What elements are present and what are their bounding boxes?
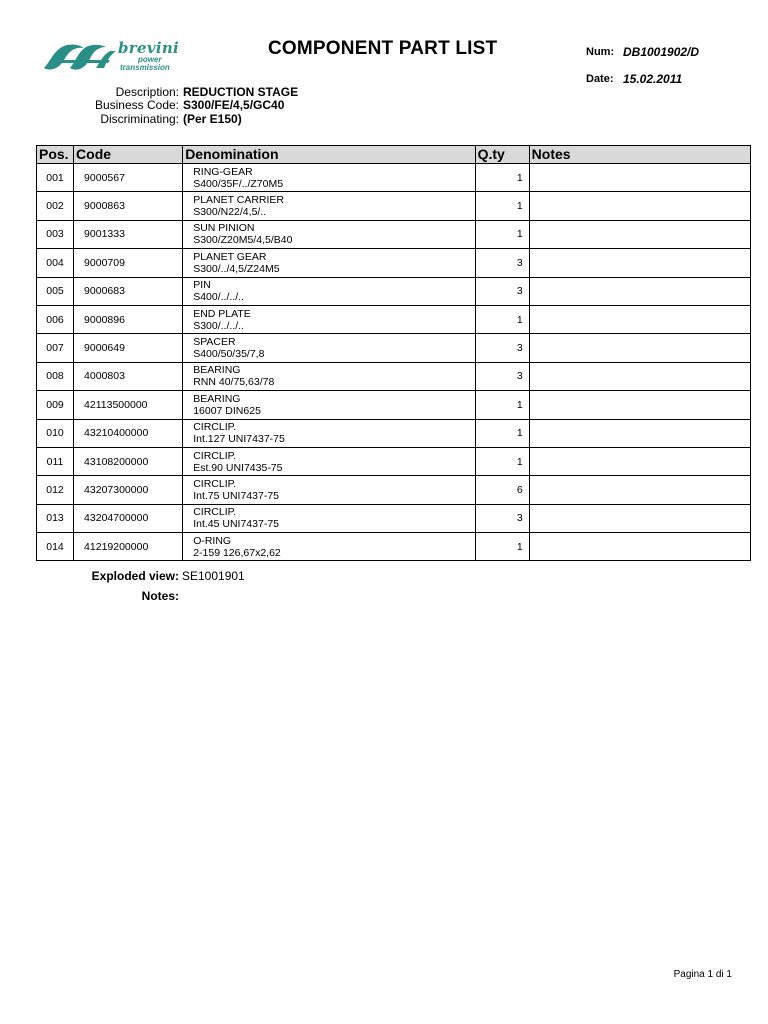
denomination-spec: S300/Z20M5/4,5/B40 <box>193 234 293 247</box>
denomination-name: PLANET CARRIER <box>193 194 285 207</box>
denomination-name: END PLATE <box>193 307 251 320</box>
cell-code: 9000709 <box>74 249 183 277</box>
cell-qty: 6 <box>475 476 529 504</box>
cell-denomination <box>183 419 475 447</box>
cell-pos: 012 <box>37 476 74 504</box>
table-row <box>37 277 751 305</box>
cell-denomination <box>183 476 475 504</box>
denomination-name: CIRCLIP. <box>193 449 237 462</box>
cell-qty: 3 <box>475 504 529 532</box>
brand-sub-power: power <box>138 55 162 64</box>
cell-denomination <box>183 533 475 561</box>
cell-pos: 006 <box>37 305 74 333</box>
denomination-spec: S400/../../.. <box>193 291 244 304</box>
col-header-notes: Notes <box>529 146 750 164</box>
cell-notes <box>529 476 750 504</box>
table-row <box>37 533 751 561</box>
cell-code: 9000649 <box>74 334 183 362</box>
table-row <box>37 220 751 248</box>
cell-pos: 001 <box>37 164 74 192</box>
cell-qty: 3 <box>475 362 529 390</box>
cell-notes <box>529 164 750 192</box>
cell-qty: 1 <box>475 164 529 192</box>
denomination-spec: 2-159 126,67x2,62 <box>193 546 281 559</box>
table-row <box>37 334 751 362</box>
denomination-spec: S300/../../.. <box>193 319 244 332</box>
table-header-row <box>37 146 751 164</box>
cell-qty: 1 <box>475 533 529 561</box>
num-value: DB1001902/D <box>623 45 700 59</box>
denomination-name: BEARING <box>193 364 241 377</box>
cell-pos: 007 <box>37 334 74 362</box>
denomination-name: PIN <box>193 279 211 292</box>
denomination-name: CIRCLIP. <box>193 506 237 519</box>
denomination-name: SUN PINION <box>193 222 255 235</box>
cell-denomination <box>183 220 475 248</box>
cell-notes <box>529 277 750 305</box>
cell-pos: 004 <box>37 249 74 277</box>
page-title: COMPONENT PART LIST <box>268 38 498 59</box>
denomination-name: CIRCLIP. <box>193 421 237 434</box>
cell-pos: 011 <box>37 447 74 475</box>
col-header-qty: Q.ty <box>475 146 529 164</box>
cell-qty: 3 <box>475 334 529 362</box>
cell-notes <box>529 334 750 362</box>
cell-denomination <box>183 391 475 419</box>
cell-pos: 002 <box>37 192 74 220</box>
parts-table <box>36 145 751 561</box>
cell-pos: 013 <box>37 504 74 532</box>
cell-code: 43210400000 <box>74 419 183 447</box>
description-value: REDUCTION STAGE <box>183 85 299 99</box>
cell-denomination <box>183 277 475 305</box>
table-row <box>37 447 751 475</box>
cell-notes <box>529 362 750 390</box>
cell-denomination <box>183 192 475 220</box>
cell-code: 9001333 <box>74 220 183 248</box>
cell-denomination <box>183 504 475 532</box>
cell-pos: 005 <box>37 277 74 305</box>
cell-notes <box>529 220 750 248</box>
discriminating-label: Discriminating: <box>100 112 179 126</box>
col-header-denomination: Denomination <box>183 146 475 164</box>
cell-denomination <box>183 334 475 362</box>
cell-qty: 3 <box>475 249 529 277</box>
cell-qty: 1 <box>475 419 529 447</box>
table-row <box>37 504 751 532</box>
cell-code: 4000803 <box>74 362 183 390</box>
page-number: Pagina 1 di 1 <box>673 969 732 980</box>
cell-notes <box>529 419 750 447</box>
cell-denomination <box>183 249 475 277</box>
cell-code: 9000567 <box>74 164 183 192</box>
cell-notes <box>529 447 750 475</box>
cell-denomination <box>183 305 475 333</box>
cell-qty: 3 <box>475 277 529 305</box>
cell-pos: 008 <box>37 362 74 390</box>
cell-qty: 1 <box>475 391 529 419</box>
denomination-spec: S300/N22/4,5/.. <box>193 206 267 219</box>
cell-code: 9000863 <box>74 192 183 220</box>
table-row <box>37 164 751 192</box>
cell-notes <box>529 391 750 419</box>
denomination-name: CIRCLIP. <box>193 477 237 490</box>
cell-denomination <box>183 447 475 475</box>
date-value: 15.02.2011 <box>623 72 683 86</box>
denomination-spec: S300/../4,5/Z24M5 <box>193 262 280 275</box>
denomination-spec: Int.127 UNI7437-75 <box>193 433 285 446</box>
cell-notes <box>529 504 750 532</box>
cell-code: 42113500000 <box>74 391 183 419</box>
cell-code: 43204700000 <box>74 504 183 532</box>
cell-denomination <box>183 362 475 390</box>
cell-qty: 1 <box>475 305 529 333</box>
denomination-spec: RNN 40/75,63/78 <box>193 376 275 389</box>
cell-notes <box>529 305 750 333</box>
denomination-spec: Est.90 UNI7435-75 <box>193 461 283 474</box>
denomination-name: BEARING <box>193 392 241 405</box>
description-label: Description: <box>115 85 179 99</box>
cell-pos: 010 <box>37 419 74 447</box>
table-row <box>37 249 751 277</box>
exploded-view-label: Exploded view: <box>91 569 179 583</box>
denomination-spec: Int.45 UNI7437-75 <box>193 518 279 531</box>
col-header-code: Code <box>74 146 183 164</box>
cell-pos: 014 <box>37 533 74 561</box>
denomination-name: PLANET GEAR <box>193 250 267 263</box>
cell-code: 9000683 <box>74 277 183 305</box>
discriminating-value: (Per E150) <box>183 112 242 126</box>
cell-qty: 1 <box>475 447 529 475</box>
notes-label: Notes: <box>141 589 179 603</box>
cell-qty: 1 <box>475 220 529 248</box>
table-row <box>37 305 751 333</box>
cell-code: 43207300000 <box>74 476 183 504</box>
exploded-view-value: SE1001901 <box>182 569 245 583</box>
cell-notes <box>529 249 750 277</box>
cell-code: 41219200000 <box>74 533 183 561</box>
date-label: Date: <box>586 73 614 85</box>
brand-name: brevini <box>118 39 180 57</box>
table-row <box>37 419 751 447</box>
denomination-spec: S400/50/35/7,8 <box>193 348 265 361</box>
table-row <box>37 391 751 419</box>
brand-sub-transmission: transmission <box>120 63 170 72</box>
table-row <box>37 476 751 504</box>
denomination-spec: Int.75 UNI7437-75 <box>193 489 279 502</box>
denomination-spec: S400/35F/../Z70M5 <box>193 177 284 190</box>
num-label: Num: <box>586 46 615 58</box>
cell-qty: 1 <box>475 192 529 220</box>
table-row <box>37 362 751 390</box>
denomination-name: O-RING <box>193 534 232 547</box>
cell-denomination <box>183 164 475 192</box>
business-code-label: Business Code: <box>94 98 179 112</box>
cell-notes <box>529 533 750 561</box>
cell-code: 9000896 <box>74 305 183 333</box>
denomination-name: SPACER <box>193 336 236 349</box>
col-header-pos: Pos. <box>37 146 74 164</box>
business-code-value: S300/FE/4,5/GC40 <box>183 98 285 112</box>
cell-pos: 003 <box>37 220 74 248</box>
denomination-spec: 16007 DIN625 <box>193 404 261 417</box>
table-row <box>37 192 751 220</box>
denomination-name: RING-GEAR <box>193 165 253 178</box>
cell-pos: 009 <box>37 391 74 419</box>
cell-notes <box>529 192 750 220</box>
cell-code: 43108200000 <box>74 447 183 475</box>
